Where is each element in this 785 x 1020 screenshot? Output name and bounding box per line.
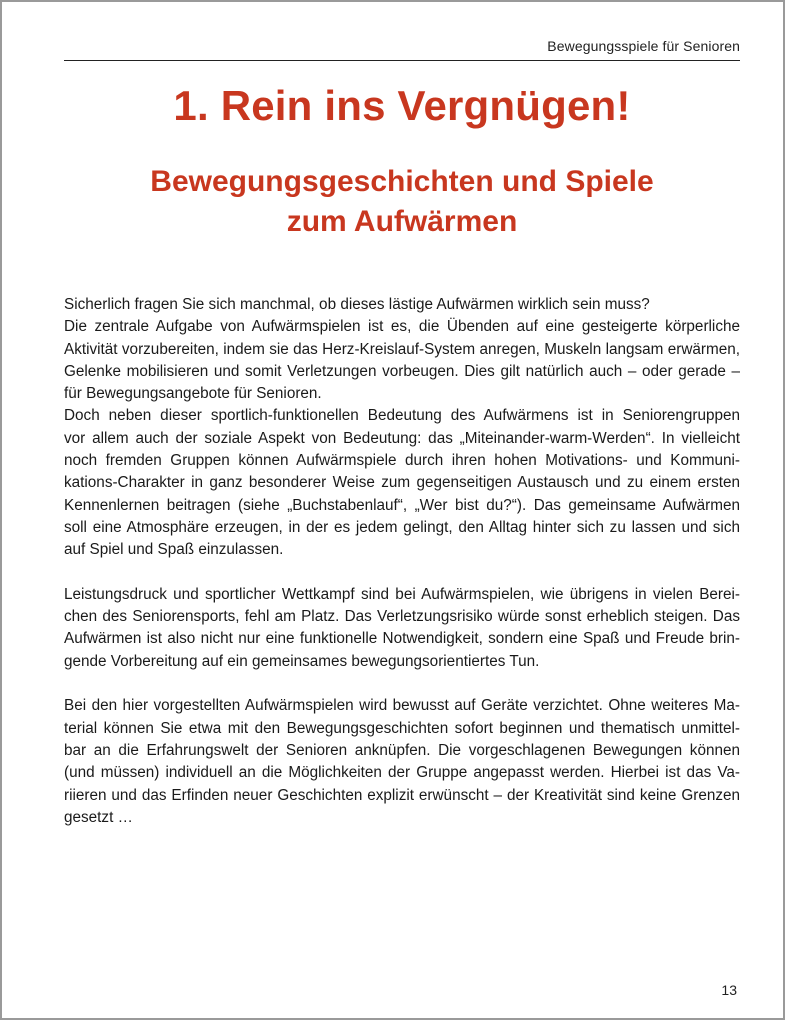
- text-line: für Bewegungsangebote für Senioren.: [64, 385, 322, 403]
- subtitle-line: Bewegungsgeschichten und Spiele: [150, 165, 654, 198]
- paragraph-1: [64, 294, 740, 562]
- paragraph-gap: [64, 562, 740, 584]
- paragraph-3: [64, 695, 740, 829]
- paragraph-2: [64, 584, 740, 673]
- page-number: 13: [721, 982, 737, 998]
- text-line: noch fremden Gruppen können Aufwärmspiele durch ihren hohen Motivations- und Kommuni-: [64, 452, 740, 470]
- header-rule: [64, 60, 740, 61]
- body-text: [64, 294, 740, 829]
- text-line: auf Spiel und Spaß einzulassen.: [64, 541, 284, 559]
- paragraph-gap: [64, 673, 740, 695]
- running-header: Bewegungsspiele für Senioren: [547, 38, 740, 54]
- text-line: Die zentrale Aufgabe von Aufwärmspielen ist es, die Übenden auf eine gesteigerte körperliche: [64, 318, 740, 336]
- text-line: Aktivität vorzubereiten, indem sie das Herz-Kreislauf-System anregen, Muskeln langsam erwärmen,: [64, 340, 740, 358]
- text-line: Bei den hier vorgestellten Aufwärmspielen wird bewusst auf Geräte verzichtet. Ohne weiteres Ma-: [64, 697, 740, 715]
- text-line: vor allem auch der soziale Aspekt von Bedeutung: das „Miteinander-warm-Werden“. In vielleicht: [64, 429, 740, 447]
- chapter-title: 1. Rein ins Vergnügen!: [173, 82, 631, 129]
- text-line: Leistungsdruck und sportlicher Wettkampf sind bei Aufwärmspielen, wie übrigens in vielen Berei-: [64, 585, 740, 603]
- text-line: Aufwärmen ist also nicht nur eine funktionelle Notwendigkeit, sondern eine Spaß und Freude brin-: [64, 630, 740, 648]
- text-line: chen des Seniorensports, fehl am Platz. Das Verletzungsrisiko würde sonst erheblich steigen. Das: [64, 608, 740, 626]
- subtitle-line: zum Aufwärmen: [286, 205, 518, 238]
- text-line: riieren und das Erfinden neuer Geschichten explizit erwünscht – der Kreativität sind keine Grenzen: [64, 786, 740, 804]
- text-line: Sicherlich fragen Sie sich manchmal, ob dieses lästige Aufwärmen wirklich sein muss?: [64, 296, 650, 313]
- text-line: soll eine Atmosphäre erzeugen, in der es jedem gelingt, den Alltag hinter sich zu lassen und sich: [64, 518, 740, 536]
- text-line: (und müssen) individuell an die Möglichkeiten der Gruppe angepasst werden. Hierbei ist das Va-: [64, 764, 740, 782]
- chapter-subtitle: [64, 162, 740, 242]
- text-line: Kennenlernen beitragen (siehe „Buchstabenlauf“, „Wer bist du?“). Das gemeinsame Aufwärmen: [64, 496, 740, 514]
- text-line: gesetzt …: [64, 808, 133, 826]
- text-line: Gelenke mobilisieren und somit Verletzungen vorbeugen. Dies gilt natürlich auch – oder gerade –: [64, 362, 740, 380]
- text-line: terial können Sie etwa mit den Bewegungsgeschichten sofort beginnen und thematisch unmittel-: [64, 719, 740, 737]
- text-line: bar an die Erfahrungswelt der Senioren anknüpfen. Die vorgeschlagenen Bewegungen können: [64, 741, 740, 759]
- text-line: gende Vorbereitung auf ein gemeinsames bewegungsorientiertes Tun.: [64, 652, 540, 670]
- text-line: Doch neben dieser sportlich-funktionellen Bedeutung des Aufwärmens ist in Seniorengruppen: [64, 407, 740, 425]
- text-line: kations-Charakter in ganz besonderer Weise zum gegenseitigen Austausch und zu einem ersten: [64, 474, 740, 492]
